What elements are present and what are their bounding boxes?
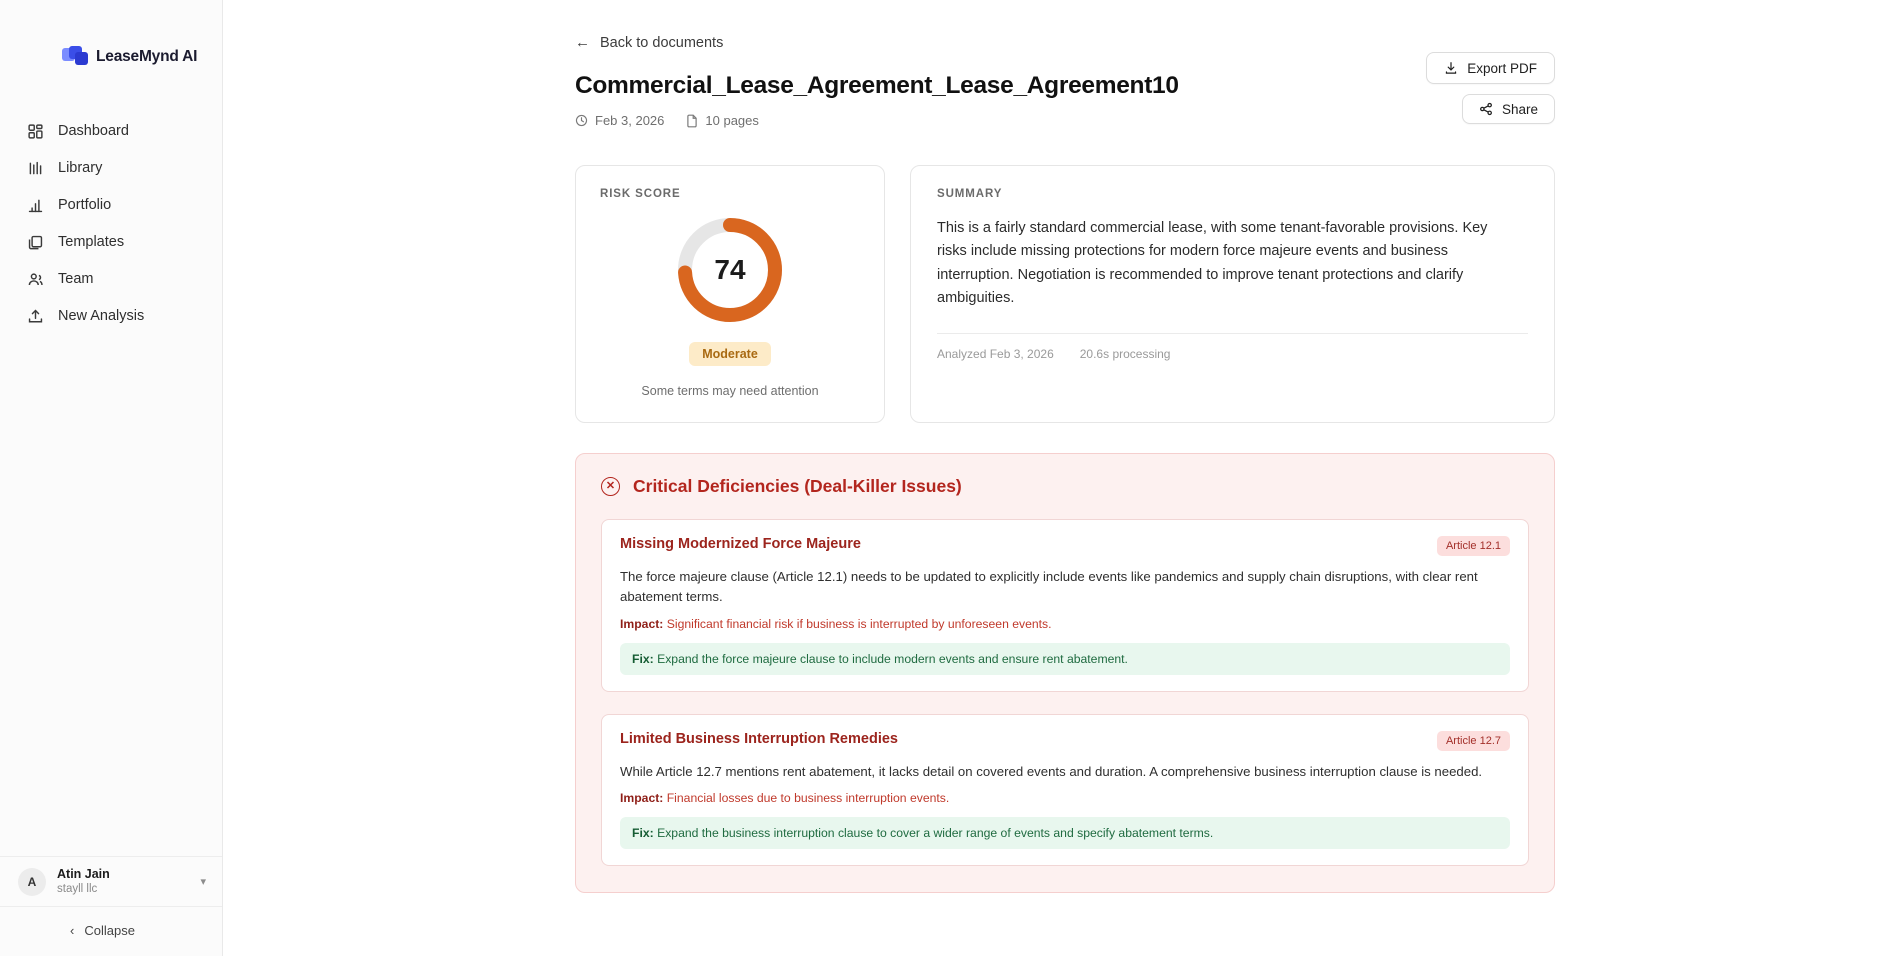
- sidebar-item-label: Team: [58, 270, 94, 287]
- sidebar-item-dashboard[interactable]: [14, 114, 208, 148]
- risk-score-label: RISK SCORE: [600, 188, 681, 200]
- logo-icon: [62, 46, 88, 68]
- sidebar-item-label: Dashboard: [58, 122, 129, 139]
- sidebar-nav: [0, 114, 222, 333]
- chevron-left-icon: ‹: [70, 923, 75, 938]
- issue-description: While Article 12.7 mentions rent abatement, it lacks detail on covered events and duration. A comprehensive business interruption clause is needed.: [620, 763, 1483, 779]
- issue-fix-text: Expand the business interruption clause to cover a wider range of events and specify abatement terms.: [657, 826, 1214, 841]
- critical-heading: [601, 476, 1529, 497]
- sidebar-footer: [0, 856, 222, 956]
- collapse-label: Collapse: [84, 923, 135, 938]
- summary-card: [910, 165, 1555, 423]
- chevron-down-icon: ▾: [200, 876, 206, 889]
- file-icon: [686, 114, 698, 128]
- issue-description: The force majeure clause (Article 12.1) needs to be updated to explicitly include events like pandemics and supply chain disruptions, with clear rent abatement terms.: [620, 569, 1478, 605]
- document-meta: [575, 113, 1555, 128]
- critical-deficiencies-section: [575, 453, 1555, 893]
- risk-score-value: 74: [690, 230, 770, 310]
- summary-text: This is a fairly standard commercial lease, with some tenant-favorable provisions. Key risks include missing protections for modern force majeure events and business interruption. Negotiation is recommended to improve tenant protections and clarify ambiguities.: [937, 220, 1488, 307]
- collapse-sidebar-button[interactable]: [0, 906, 222, 956]
- issue-card: [601, 519, 1529, 692]
- analyzed-date: Analyzed Feb 3, 2026: [937, 346, 1054, 361]
- share-icon: [1479, 102, 1493, 116]
- critical-heading-label: Critical Deficiencies (Deal-Killer Issues): [633, 476, 962, 496]
- issue-fix-text: Expand the force majeure clause to include modern events and ensure rent abatement.: [657, 651, 1128, 666]
- user-org: stayll llc: [57, 882, 98, 895]
- status-badge: Moderate: [689, 342, 771, 366]
- summary-footer: [937, 347, 1528, 361]
- grid-icon: [26, 122, 44, 140]
- logo-text: LeaseMynd AI: [96, 48, 198, 65]
- sidebar-item-library[interactable]: [14, 151, 208, 185]
- error-circle-icon: ✕: [601, 477, 620, 496]
- summary-label: SUMMARY: [937, 188, 1003, 200]
- sidebar-item-label: Portfolio: [58, 196, 112, 213]
- library-icon: [26, 159, 44, 177]
- issue-impact-text: Significant financial risk if business is interrupted by unforeseen events.: [666, 616, 1052, 631]
- issue-impact-label: Impact:: [620, 791, 664, 806]
- issue-fix-label: Fix:: [632, 651, 654, 666]
- issue-impact-label: Impact:: [620, 616, 664, 631]
- team-icon: [26, 270, 44, 288]
- download-icon: [1444, 61, 1458, 75]
- share-label: Share: [1501, 101, 1538, 117]
- issue-impact-text: Financial losses due to business interruption events.: [666, 791, 950, 806]
- overview-cards: [575, 165, 1555, 423]
- user-name: Atin Jain: [57, 867, 110, 882]
- document-actions: [1426, 52, 1555, 124]
- document-date: [575, 113, 664, 128]
- issue-impact: [620, 791, 1510, 805]
- page-title: Commercial_Lease_Agreement_Lease_Agreement10: [575, 72, 1179, 99]
- article-tag: Article 12.7: [1437, 731, 1510, 751]
- export-pdf-button[interactable]: [1426, 52, 1555, 84]
- issue-fix: [620, 643, 1510, 675]
- sidebar-item-new-analysis[interactable]: [14, 299, 208, 333]
- templates-icon: [26, 233, 44, 251]
- upload-icon: [26, 307, 44, 325]
- document-header: [575, 72, 1555, 100]
- sidebar-item-team[interactable]: [14, 262, 208, 296]
- sidebar-item-label: Templates: [58, 233, 125, 250]
- issue-impact: [620, 617, 1510, 631]
- issue-fix: [620, 817, 1510, 849]
- risk-gauge: [676, 216, 784, 324]
- sidebar-item-label: New Analysis: [58, 307, 145, 324]
- arrow-left-icon: ←: [575, 34, 590, 51]
- issue-title: Limited Business Interruption Remedies: [620, 730, 898, 747]
- user-account-menu[interactable]: [0, 856, 222, 906]
- article-tag: Article 12.1: [1437, 536, 1510, 556]
- main-content: [223, 0, 1903, 956]
- sidebar-item-templates[interactable]: [14, 225, 208, 259]
- sidebar-item-portfolio[interactable]: [14, 188, 208, 222]
- sidebar: [0, 0, 223, 956]
- share-button[interactable]: [1462, 94, 1555, 124]
- export-pdf-label: Export PDF: [1467, 60, 1537, 76]
- sidebar-item-label: Library: [58, 159, 103, 176]
- processing-time: 20.6s processing: [1079, 346, 1171, 361]
- document-pages-label: 10 pages: [705, 113, 759, 128]
- clock-icon: [575, 114, 588, 127]
- divider: [937, 333, 1528, 334]
- risk-note: Some terms may need attention: [641, 384, 819, 398]
- chart-icon: [26, 196, 44, 214]
- issue-fix-label: Fix:: [632, 826, 654, 841]
- app-logo[interactable]: [0, 0, 222, 68]
- avatar: A: [18, 868, 46, 896]
- document-pages: [686, 113, 759, 128]
- issue-title: Missing Modernized Force Majeure: [620, 536, 861, 552]
- back-label: Back to documents: [600, 34, 724, 51]
- risk-score-card: [575, 165, 885, 423]
- document-date-label: Feb 3, 2026: [595, 113, 665, 128]
- issue-card: [601, 714, 1529, 866]
- back-to-documents-link[interactable]: [575, 34, 723, 51]
